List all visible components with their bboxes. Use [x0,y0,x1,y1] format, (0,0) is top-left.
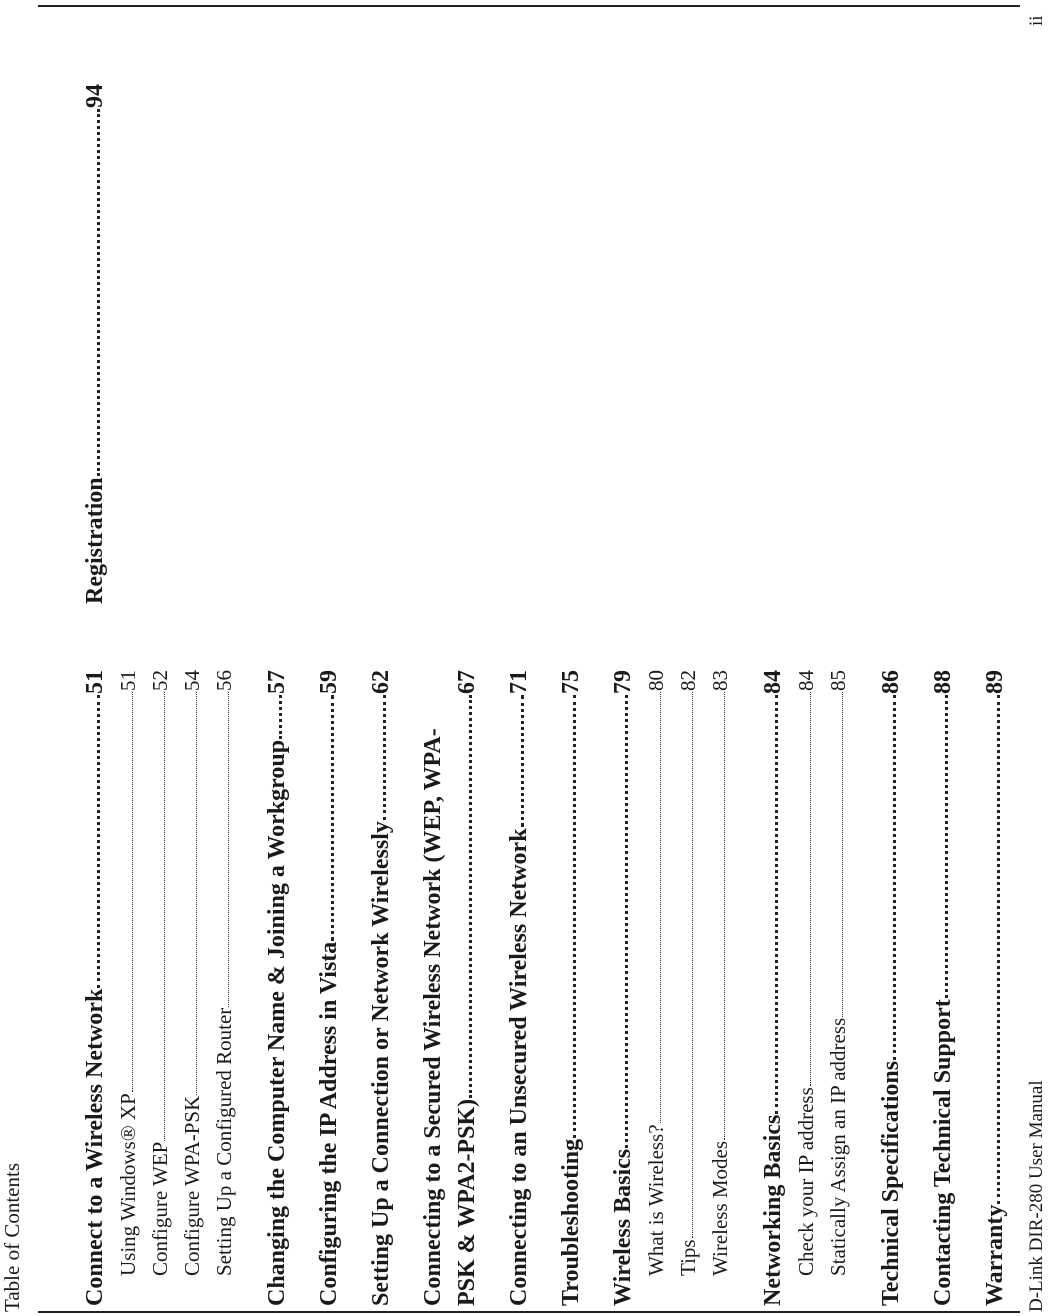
footer-page-number: ii [1026,15,1047,26]
leader-dots [132,692,133,1092]
toc-entry-title: Technical Specifications [878,1060,904,1306]
toc-entry-title: What is Wireless? [644,1124,668,1276]
leader-dots [521,695,524,827]
toc-entry-page: 51 [116,670,140,691]
toc-entry-title: Statically Assign an IP address [826,1017,850,1276]
leader-dots [997,695,1000,1204]
toc-entry-title: Connect to a Wireless Network [82,988,108,1306]
toc-entry-title: Check your IP address [794,1087,818,1276]
toc-entry-title: Networking Basics [760,1114,786,1306]
toc-subentry[interactable] [180,670,205,1306]
toc-entry[interactable] [558,670,585,1306]
toc-entry-title: Contacting Technical Support [930,999,956,1306]
toc-subentry[interactable] [116,670,141,1306]
toc-entry[interactable] [82,84,109,604]
toc-subentry[interactable] [826,670,851,1306]
toc-entry-page: 71 [506,670,532,694]
toc-entry-line1[interactable] [420,670,447,1306]
toc-entry-page: 51 [82,670,108,694]
toc-entry-page: 52 [148,670,172,691]
toc-entry-title: Wireless Basics [610,1148,636,1306]
toc-entry[interactable] [982,670,1009,1306]
toc-entry[interactable] [760,670,787,1306]
toc-entry-page: 89 [982,670,1008,694]
toc-entry-title: Using Windows® XP [116,1093,140,1276]
toc-subentry[interactable] [794,670,819,1306]
toc-entry-page: 79 [610,670,636,694]
toc-subentry[interactable] [148,670,173,1306]
toc-subentry[interactable] [644,670,669,1306]
leader-dots [97,109,100,476]
toc-entry-title: Registration [82,477,108,604]
leader-dots [692,692,693,1238]
toc-entry-page: 59 [316,670,342,694]
leader-dots [893,695,896,1060]
leader-dots [810,692,811,1086]
toc-entry-title: Configure WPA-PSK [180,1095,204,1276]
leader-dots [331,695,334,941]
page-header: Table of Contents [0,1163,24,1312]
leader-dots [945,695,948,998]
leader-dots [842,692,843,1017]
toc-entry-page: 57 [264,670,290,694]
toc-subentry[interactable] [212,670,237,1306]
toc-entry-page: 85 [826,670,850,691]
toc-entry-page: 67 [454,670,480,694]
toc-entry-title: Setting Up a Configured Router [212,1007,236,1276]
toc-entry-title: Troubleshooting [558,1138,584,1306]
toc-entry-title: Connecting to a Secured Wireless Network (WEP, WPA- [420,728,446,1306]
toc-entry-title: Wireless Modes [708,1140,732,1276]
toc-entry-page: 83 [708,670,732,691]
toc-entry-title: Tips [676,1239,700,1276]
toc-subentry[interactable] [676,670,701,1306]
toc-entry[interactable] [264,670,291,1306]
leader-dots [279,695,282,739]
leader-dots [573,695,576,1138]
toc-entry-page: 80 [644,670,668,691]
footer-manual-name: D-Link DIR-280 User Manual [1026,1080,1047,1312]
toc-entry-page: 84 [794,670,818,691]
toc-entry-title: Connecting to an Unsecured Wireless Network [506,828,532,1306]
toc-entry[interactable] [316,670,343,1306]
toc-entry-title: Changing the Computer Name & Joining a Workgroup [264,739,290,1306]
toc-entry-page: 84 [760,670,786,694]
toc-entry[interactable] [506,670,533,1306]
toc-entry[interactable] [930,670,957,1306]
leader-dots [724,692,725,1140]
toc-entry-title: PSK & WPA2-PSK) [454,1098,480,1306]
leader-dots [625,695,628,1148]
toc-subentry[interactable] [708,670,733,1306]
leader-dots [775,695,778,1114]
toc-entry-page: 56 [212,670,236,691]
toc-entry-page: 82 [676,670,700,691]
toc-entry-page: 86 [878,670,904,694]
leader-dots [196,692,197,1095]
toc-entry-page: 62 [368,670,394,694]
leader-dots [228,692,229,1007]
toc-entry[interactable] [368,670,395,1306]
toc-entry-title: Setting Up a Connection or Network Wirelessly [368,821,394,1306]
toc-entry-page: 54 [180,670,204,691]
toc-entry[interactable] [82,670,109,1306]
leader-dots [469,695,472,1098]
toc-entry-title: Configuring the IP Address in Vista [316,941,342,1306]
toc-entry-page: 94 [82,84,108,108]
toc-entry[interactable] [610,670,637,1306]
leader-dots [97,695,100,988]
toc-entry[interactable] [454,670,481,1306]
toc-entry[interactable] [878,670,905,1306]
leader-dots [164,692,165,1141]
toc-entry-title: Configure WEP [148,1141,172,1276]
toc-entry-page: 88 [930,670,956,694]
leader-dots [383,695,386,820]
leader-dots [660,692,661,1123]
toc-entry-title: Warranty [982,1204,1008,1306]
toc-entry-page: 75 [558,670,584,694]
